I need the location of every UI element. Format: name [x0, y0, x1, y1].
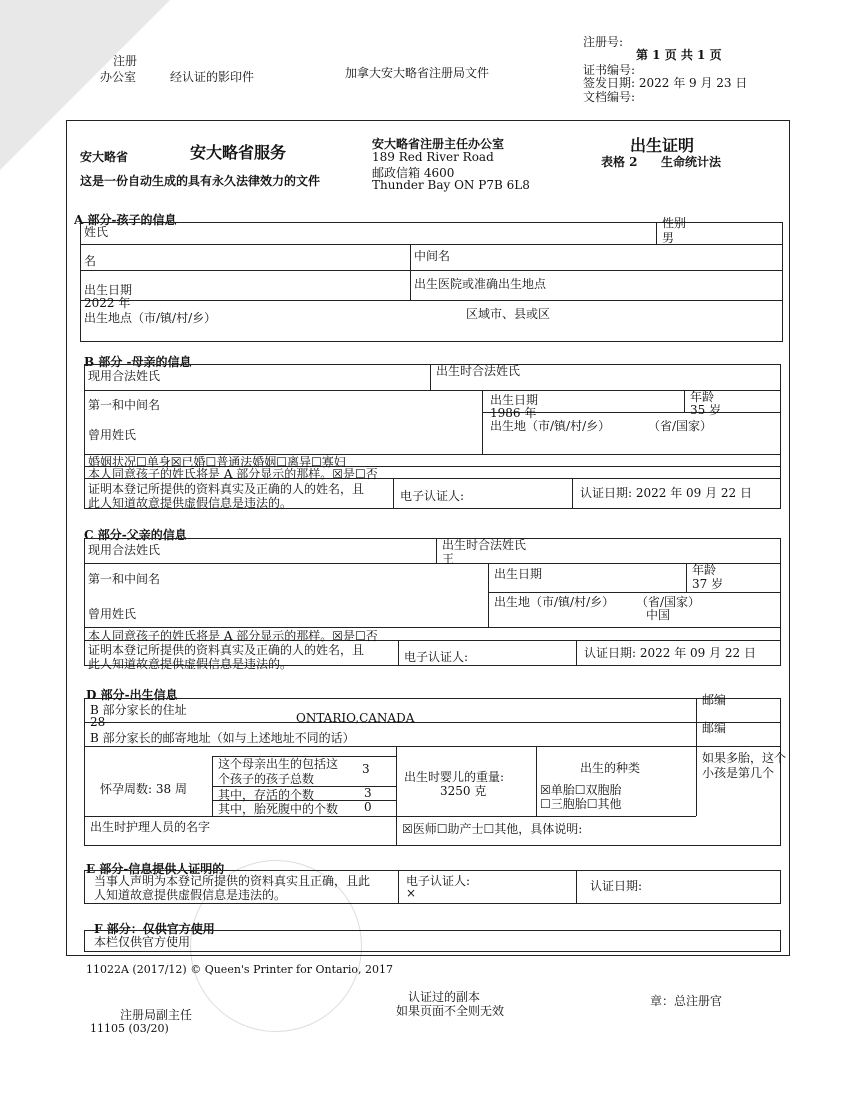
child-sex-label: 性别: [662, 216, 687, 230]
child-middle-name-label: 中间名: [414, 249, 451, 263]
father-e-sign-label: 电子认证人:: [404, 650, 469, 664]
birth-type-options-2: ☐三胞胎☐其他: [540, 797, 622, 811]
child-surname-label: 姓氏: [84, 225, 109, 239]
mother-e-sign-label: 电子认证人:: [400, 489, 465, 503]
father-birth-surname-label: 出生时合法姓氏: [442, 538, 527, 552]
father-former-surname-label: 曾用姓氏: [88, 607, 137, 621]
top-left-office-2: 办公室: [100, 70, 137, 84]
form-code: 11022A (2017/12) © Queen's Printer for Ontario, 2017: [86, 963, 393, 976]
birth-type-options-1: ☒单胎☐双胞胎: [540, 783, 622, 797]
stillborn-label: 其中，胎死腹中的个数: [218, 802, 339, 816]
reg-no-label: 注册号:: [583, 35, 624, 49]
form-number: 表格 2: [601, 155, 638, 169]
birth-weight-value: 3250 克: [440, 784, 487, 798]
father-dob-label: 出生日期: [494, 567, 543, 581]
informant-x-mark: ×: [406, 886, 417, 900]
informant-declaration-1: 当事人声明为本登记所提供的资料真实且正确，且此: [94, 874, 371, 888]
mother-declaration-line-2: 此人知道故意提供虚假信息是违法的。: [88, 496, 293, 510]
service-ontario-title: 安大略省服务: [190, 143, 287, 162]
certified-copy-label: 经认证的影印件: [170, 70, 255, 84]
attendant-type: ☒医师☐助产士☐其他，具体说明:: [402, 822, 583, 836]
father-cert-date: 认证日期: 2022 年 09 月 22 日: [584, 646, 757, 660]
informant-cert-date-label: 认证日期:: [590, 879, 643, 893]
child-given-name-label: 名: [84, 254, 97, 268]
mother-province-country-label: （省/国家）: [648, 419, 713, 433]
gestation-weeks: 怀孕周数: 38 周: [100, 782, 187, 796]
birth-hospital-label: 出生医院或准确出生地点: [414, 277, 547, 291]
section-f-title: F 部分：仅供官方使用: [94, 922, 215, 936]
mother-birthplace-label: 出生地（市/镇/村/乡）: [490, 419, 611, 433]
vital-statistics-act: 生命统计法: [661, 155, 722, 169]
mother-dob-value: 1986 年: [490, 406, 537, 420]
stillborn-value: 0: [364, 800, 372, 814]
child-birthplace-label: 出生地点（市/镇/村/乡）: [84, 311, 217, 325]
father-given-name-label: 第一和中间名: [88, 572, 161, 586]
father-province-country-label: （省/国家）: [636, 595, 701, 609]
registry-doc-title: 加拿大安大略省注册局文件: [345, 66, 490, 80]
form-code-2: 11105 (03/20): [90, 1022, 169, 1035]
mother-former-surname-label: 曾用姓氏: [88, 428, 137, 442]
mother-legal-surname-label: 现用合法姓氏: [88, 369, 161, 383]
address-line-1: 189 Red River Road: [372, 150, 494, 164]
multiple-birth-label-2: 小孩是第几个: [702, 766, 775, 780]
section-a-title: A 部分-孩子的信息: [74, 213, 177, 227]
section-b-title: B 部分 -母亲的信息: [84, 355, 192, 369]
section-d-title: D 部分-出生信息: [86, 688, 178, 702]
mother-declaration-line-1: 证明本登记所提供的资料真实及正确的人的姓名，且: [88, 482, 365, 496]
auto-doc-note: 这是一份自动生成的具有永久法律效力的文件: [80, 174, 321, 188]
father-legal-surname-label: 现用合法姓氏: [88, 543, 161, 557]
official-use-note: 本栏仅供官方使用: [94, 935, 191, 949]
father-declaration-line-1: 证明本登记所提供的资料真实及正确的人的姓名，且: [88, 643, 365, 657]
mailing-postal-code-label: 邮编: [702, 721, 727, 735]
total-children-label-2: 个孩子的孩子总数: [218, 772, 315, 786]
section-c-title: C 部分-父亲的信息: [84, 528, 187, 542]
father-declaration-line-2: 此人知道故意提供虚假信息是违法的。: [88, 657, 293, 671]
multiple-birth-label-1: 如果多胎，这个: [702, 751, 787, 765]
registrar-office: 安大略省注册主任办公室: [372, 137, 505, 151]
father-birthplace-label: 出生地（市/镇/村/乡）: [494, 595, 615, 609]
informant-declaration-2: 人知道故意提供虚假信息是违法的。: [94, 888, 287, 902]
certified-copy-footer: 认证过的副本: [408, 990, 481, 1004]
child-dob-value: 2022 年: [84, 296, 131, 310]
mother-age-label: 年龄: [690, 390, 715, 404]
residence-address-value-2: ONTARIO,CANADA: [296, 711, 415, 725]
doc-no-label: 文档编号:: [583, 90, 636, 104]
address-line-3: Thunder Bay ON P7B 6L8: [372, 178, 530, 192]
residence-address-label: B 部分家长的住址: [90, 703, 187, 717]
mailing-address-label: B 部分家长的邮寄地址（如与上述地址不同的话）: [90, 731, 355, 745]
top-left-office-1: 注册: [113, 54, 138, 68]
issue-date: 签发日期: 2022 年 9 月 23 日: [583, 76, 748, 90]
section-e-title: E 部分-信息提供人证明的: [86, 862, 225, 876]
father-birth-surname-value: 王: [442, 552, 455, 566]
birth-certificate-title: 出生证明: [630, 136, 695, 155]
living-children-label: 其中，存活的个数: [218, 788, 315, 802]
mother-cert-date: 认证日期: 2022 年 09 月 22 日: [580, 486, 753, 500]
cert-no-label: 证书编号:: [583, 63, 636, 77]
mother-birth-surname-label: 出生时合法姓氏: [436, 364, 521, 378]
page-count: 第 1 页 共 1 页: [636, 48, 722, 62]
child-region-label: 区域市、县或区: [466, 307, 551, 321]
address-line-2: 邮政信箱 4600: [372, 166, 455, 180]
living-children-value: 3: [364, 786, 372, 800]
birth-type-label: 出生的种类: [580, 761, 641, 775]
father-age-label: 年龄: [692, 563, 717, 577]
postal-code-label: 邮编: [702, 693, 727, 707]
registrar-general-seal-label: 章：总注册官: [650, 994, 723, 1008]
mother-age-value: 35 岁: [690, 403, 722, 417]
father-country-value: 中国: [646, 608, 671, 622]
residence-address-value: 28: [90, 715, 106, 729]
deputy-registrar-label: 注册局副主任: [120, 1008, 193, 1022]
birth-weight-label: 出生时婴儿的重量:: [404, 770, 505, 784]
child-sex-value: 男: [662, 231, 675, 245]
informant-e-sign-label: 电子认证人:: [406, 874, 471, 888]
province-label: 安大略省: [80, 150, 129, 164]
child-dob-label: 出生日期: [84, 283, 133, 297]
mother-given-name-label: 第一和中间名: [88, 398, 161, 412]
mother-marital-status: 婚姻状况☐单身☒已婚☐普通法婚姻☐离异☐寡妇: [88, 455, 346, 469]
attendant-name-label: 出生时护理人员的名字: [90, 820, 211, 834]
total-children-value: 3: [362, 762, 370, 776]
mother-surname-consent: 本人同意孩子的姓氏将是 A 部分显示的那样。☒是☐否: [88, 467, 378, 481]
total-children-label-1: 这个母亲出生的包括这: [218, 757, 339, 771]
mother-dob-label: 出生日期: [490, 393, 539, 407]
father-age-value: 37 岁: [692, 577, 724, 591]
incomplete-invalid-note: 如果页面不全则无效: [396, 1004, 505, 1018]
father-surname-consent: 本人同意孩子的姓氏将是 A 部分显示的那样。☒是☐否: [88, 629, 378, 643]
